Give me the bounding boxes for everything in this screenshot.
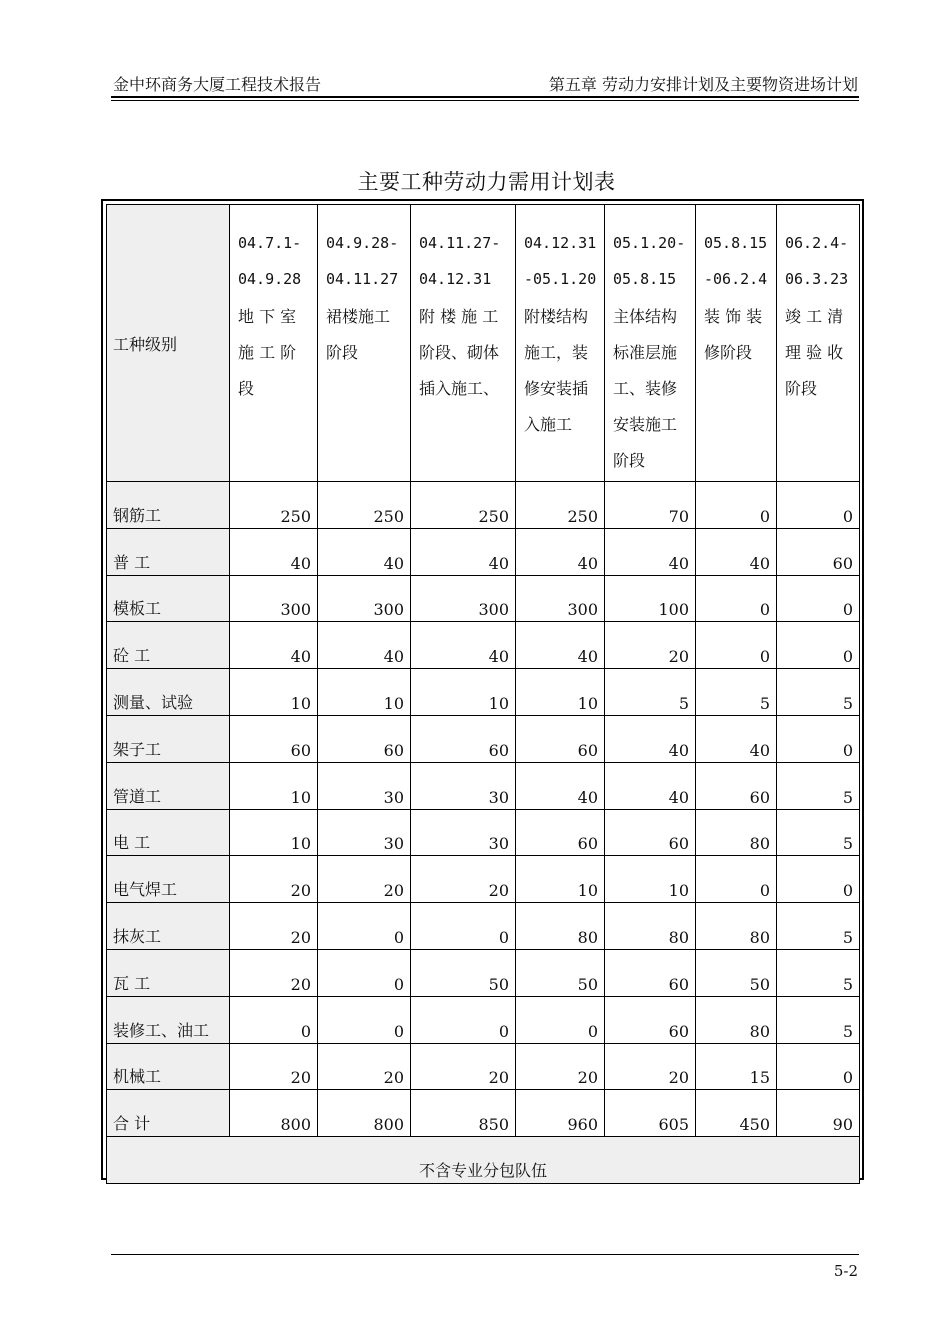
header-doc-title: 金中环商务大厦工程技术报告 [113,75,322,94]
headcount-cell: 80 [605,903,696,950]
headcount-cell: 5 [777,809,860,856]
labor-plan-table-frame [101,199,864,1180]
headcount-cell: 960 [516,1090,605,1137]
headcount-cell: 60 [318,715,411,762]
table-row [107,528,860,575]
period-date: 04.9.28- 04.11.27 [326,234,399,288]
headcount-cell: 60 [605,949,696,996]
table-title: 主要工种劳动力需用计划表 [357,170,616,194]
headcount-cell: 20 [230,856,318,903]
headcount-cell: 60 [696,762,777,809]
headcount-cell: 50 [696,949,777,996]
table-row [107,762,860,809]
headcount-cell: 80 [696,903,777,950]
trade-name-cell: 钢筋工 [107,482,230,529]
headcount-cell: 0 [230,996,318,1043]
period-stage: 附楼结构施工，装修安装插入施工 [524,307,589,434]
headcount-cell: 60 [777,528,860,575]
table-row [107,575,860,622]
headcount-cell: 80 [696,809,777,856]
headcount-cell: 30 [411,762,516,809]
period-date: 05.1.20- 05.8.15 [613,234,686,288]
trade-name-cell: 模板工 [107,575,230,622]
headcount-cell: 300 [411,575,516,622]
headcount-cell: 800 [230,1090,318,1137]
headcount-cell: 10 [230,809,318,856]
headcount-cell: 0 [696,575,777,622]
table-row [107,996,860,1043]
headcount-cell: 60 [605,996,696,1043]
headcount-cell: 40 [605,715,696,762]
headcount-cell: 60 [516,715,605,762]
headcount-cell: 20 [230,903,318,950]
headcount-cell: 800 [318,1090,411,1137]
headcount-cell: 5 [777,762,860,809]
period-header [696,205,777,482]
headcount-cell: 40 [318,528,411,575]
headcount-cell: 90 [777,1090,860,1137]
trade-name-cell: 普 工 [107,528,230,575]
headcount-cell: 10 [230,669,318,716]
headcount-cell: 0 [318,996,411,1043]
headcount-cell: 20 [605,1043,696,1090]
headcount-cell: 20 [318,1043,411,1090]
headcount-cell: 10 [516,669,605,716]
headcount-cell: 0 [777,575,860,622]
headcount-cell: 0 [318,949,411,996]
headcount-cell: 250 [318,482,411,529]
headcount-cell: 30 [411,809,516,856]
headcount-cell: 30 [318,762,411,809]
headcount-cell: 605 [605,1090,696,1137]
headcount-cell: 250 [230,482,318,529]
headcount-cell: 40 [605,762,696,809]
headcount-cell: 20 [230,1043,318,1090]
headcount-cell: 20 [411,1043,516,1090]
period-header [605,205,696,482]
headcount-cell: 10 [318,669,411,716]
header-row [107,205,860,482]
table-row [107,669,860,716]
headcount-cell: 850 [411,1090,516,1137]
period-stage: 附 楼 施 工阶段、砌体插入施工、 [419,307,500,398]
headcount-cell: 50 [516,949,605,996]
headcount-cell: 5 [777,949,860,996]
period-stage: 主体结构标准层施工、装修安装施工阶段 [613,307,678,470]
headcount-cell: 0 [318,903,411,950]
table-row [107,809,860,856]
headcount-cell: 300 [230,575,318,622]
headcount-cell: 250 [516,482,605,529]
headcount-cell: 10 [411,669,516,716]
headcount-cell: 40 [516,528,605,575]
headcount-cell: 300 [318,575,411,622]
headcount-cell: 250 [411,482,516,529]
headcount-cell: 5 [605,669,696,716]
headcount-cell: 15 [696,1043,777,1090]
period-header [411,205,516,482]
period-date: 04.12.31 -05.1.20 [524,234,597,288]
headcount-cell: 70 [605,482,696,529]
headcount-cell: 5 [777,669,860,716]
headcount-cell: 5 [696,669,777,716]
period-date: 06.2.4- 06.3.23 [785,234,849,288]
trade-name-cell: 测量、试验 [107,669,230,716]
trade-name-cell: 机械工 [107,1043,230,1090]
headcount-cell: 20 [230,949,318,996]
table-note: 不含专业分包队伍 [107,1137,860,1184]
period-header [516,205,605,482]
header-rule-thin [111,100,859,101]
headcount-cell: 50 [411,949,516,996]
headcount-cell: 60 [605,809,696,856]
period-stage: 裙楼施工阶段 [326,307,391,362]
trade-name-cell: 砼 工 [107,622,230,669]
headcount-cell: 0 [411,903,516,950]
table-row [107,715,860,762]
table-row [107,856,860,903]
trade-name-cell: 电气焊工 [107,856,230,903]
table-row [107,1090,860,1137]
period-date: 04.11.27- 04.12.31 [419,234,501,288]
table-row [107,903,860,950]
headcount-cell: 60 [516,809,605,856]
header-chapter-title: 第五章 劳动力安排计划及主要物资进场计划 [548,75,858,94]
page-number: 5-2 [833,1262,858,1280]
period-header [777,205,860,482]
headcount-cell: 0 [696,622,777,669]
period-header [230,205,318,482]
headcount-cell: 80 [516,903,605,950]
headcount-cell: 40 [318,622,411,669]
header-rule [111,96,859,98]
headcount-cell: 0 [777,856,860,903]
headcount-cell: 20 [516,1043,605,1090]
headcount-cell: 80 [696,996,777,1043]
table-row [107,622,860,669]
headcount-cell: 450 [696,1090,777,1137]
headcount-cell: 5 [777,903,860,950]
table-row [107,949,860,996]
trade-name-cell: 架子工 [107,715,230,762]
headcount-cell: 20 [605,622,696,669]
trade-name-cell: 抹灰工 [107,903,230,950]
headcount-cell: 40 [696,715,777,762]
headcount-cell: 0 [777,715,860,762]
headcount-cell: 0 [411,996,516,1043]
headcount-cell: 40 [230,622,318,669]
headcount-cell: 60 [411,715,516,762]
headcount-cell: 0 [777,482,860,529]
headcount-cell: 40 [516,762,605,809]
headcount-cell: 10 [605,856,696,903]
trade-name-cell: 装修工、油工 [107,996,230,1043]
note-row [107,1137,860,1184]
trade-name-cell: 管道工 [107,762,230,809]
period-stage: 竣 工 清理 验 收阶段 [785,307,844,398]
headcount-cell: 40 [516,622,605,669]
table-row [107,482,860,529]
headcount-cell: 0 [696,856,777,903]
headcount-cell: 10 [516,856,605,903]
headcount-cell: 20 [318,856,411,903]
headcount-cell: 0 [516,996,605,1043]
headcount-cell: 0 [777,622,860,669]
trade-name-cell: 电 工 [107,809,230,856]
headcount-cell: 100 [605,575,696,622]
headcount-cell: 60 [230,715,318,762]
table-row [107,1043,860,1090]
corner-label: 工种级别 [107,205,230,482]
headcount-cell: 40 [411,528,516,575]
headcount-cell: 40 [696,528,777,575]
period-date: 04.7.1- 04.9.28 [238,234,302,288]
headcount-cell: 40 [605,528,696,575]
headcount-cell: 10 [230,762,318,809]
headcount-cell: 300 [516,575,605,622]
headcount-cell: 30 [318,809,411,856]
headcount-cell: 40 [230,528,318,575]
period-header [318,205,411,482]
period-stage: 装 饰 装修阶段 [704,307,763,362]
headcount-cell: 20 [411,856,516,903]
trade-name-cell: 瓦 工 [107,949,230,996]
headcount-cell: 0 [696,482,777,529]
period-stage: 地 下 室施 工 阶段 [238,307,297,398]
headcount-cell: 5 [777,996,860,1043]
headcount-cell: 0 [777,1043,860,1090]
trade-name-cell: 合 计 [107,1090,230,1137]
footer-rule [111,1254,859,1255]
period-date: 05.8.15 -06.2.4 [704,234,768,288]
headcount-cell: 40 [411,622,516,669]
labor-plan-table [106,204,860,1184]
